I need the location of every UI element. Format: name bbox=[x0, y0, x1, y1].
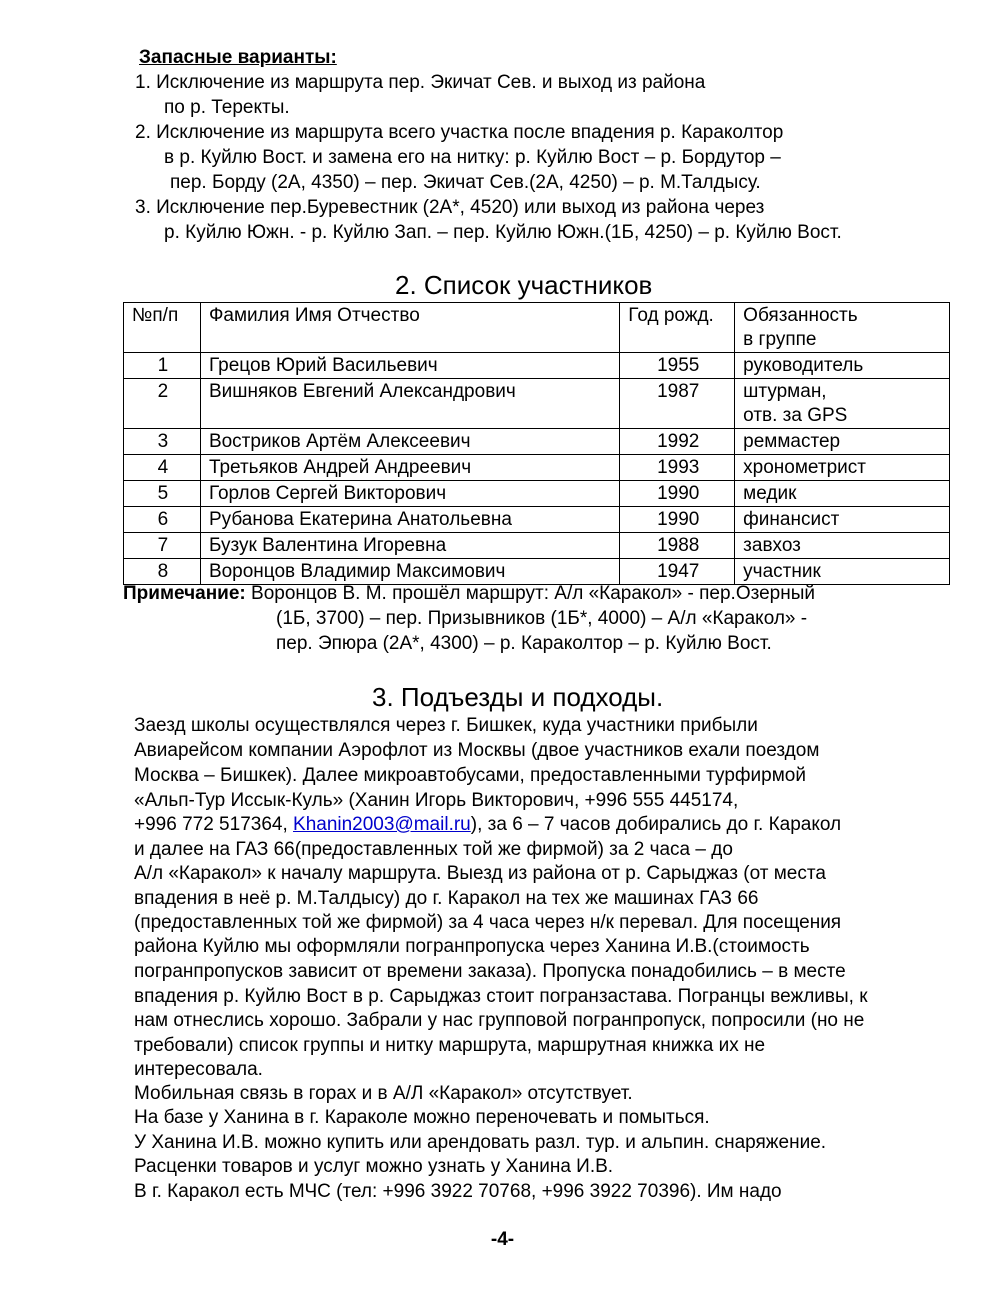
cell-num: 1 bbox=[124, 353, 201, 379]
cell-year: 1993 bbox=[620, 455, 735, 481]
paragraph-line: района Куйлю мы оформляли погранпропуска через Ханина И.В.(стоимость bbox=[134, 936, 810, 957]
note-label: Примечание: bbox=[123, 583, 246, 604]
cell-name: Рубанова Екатерина Анатольевна bbox=[200, 507, 619, 533]
paragraph-line: погранпропусков зависит от времени заказа). Пропуска понадобились – в месте bbox=[134, 961, 846, 982]
table-row bbox=[124, 559, 950, 585]
paragraph-line: Мобильная связь в горах и в А/Л «Каракол» отсутствует. bbox=[134, 1083, 633, 1104]
paragraph-line: и далее на ГАЗ 66(предоставленных той же фирмой) за 2 часа – до bbox=[134, 839, 733, 860]
cell-role-line1: штурман, bbox=[743, 381, 827, 402]
reserve-line: по р. Теректы. bbox=[164, 97, 290, 118]
paragraph-line: В г. Каракол есть МЧС (тел: +996 3922 70768, +996 3922 70396). Им надо bbox=[134, 1181, 782, 1202]
cell-role: завхоз bbox=[735, 533, 950, 559]
paragraph-line: У Ханина И.В. можно купить или арендовать разл. тур. и альпин. снаряжение. bbox=[134, 1132, 827, 1153]
section-title-participants: 2. Список участников bbox=[395, 270, 653, 300]
paragraph-line: На базе у Ханина в г. Караколе можно переночевать и помыться. bbox=[134, 1107, 710, 1128]
cell-role bbox=[735, 379, 950, 429]
participants-table bbox=[123, 302, 950, 585]
cell-name: Воронцов Владимир Максимович bbox=[200, 559, 619, 585]
paragraph-line: Заезд школы осуществлялся через г. Бишкек, куда участники прибыли bbox=[134, 715, 758, 736]
note-line: (1Б, 3700) – пер. Призывников (1Б*, 4000) – А/л «Каракол» - bbox=[276, 608, 808, 629]
cell-name: Бузук Валентина Игоревна bbox=[200, 533, 619, 559]
paragraph-line: (предоставленных той же фирмой) за 4 часа через н/к перевал. Для посещения bbox=[134, 912, 842, 933]
paragraph-line: требовали) список группы и нитку маршрута, маршрутная книжка их не bbox=[134, 1035, 766, 1056]
email-link[interactable]: Khanin2003@mail.ru bbox=[293, 814, 471, 835]
paragraph-line: Расценки товаров и услуг можно узнать у Ханина И.В. bbox=[134, 1156, 614, 1177]
cell-year: 1990 bbox=[620, 481, 735, 507]
cell-num: 5 bbox=[124, 481, 201, 507]
cell-name: Третьяков Андрей Андреевич bbox=[200, 455, 619, 481]
cell-num: 3 bbox=[124, 429, 201, 455]
cell-num: 6 bbox=[124, 507, 201, 533]
section-title-access: 3. Подъезды и подходы. bbox=[372, 682, 664, 712]
cell-role: руководитель bbox=[735, 353, 950, 379]
cell-year: 1988 bbox=[620, 533, 735, 559]
cell-num: 2 bbox=[124, 379, 201, 429]
table-row bbox=[124, 533, 950, 559]
paragraph-line: «Альп-Тур Иссык-Куль» (Ханин Игорь Викторович, +996 555 445174, bbox=[134, 790, 739, 811]
table-row bbox=[124, 429, 950, 455]
reserve-line: пер. Борду (2А, 4350) – пер. Экичат Сев.(2А, 4250) – р. М.Талдысу. bbox=[170, 172, 761, 193]
paragraph-line: нам отнеслись хорошо. Забрали у нас групповой погранпропуск, попросили (но не bbox=[134, 1010, 865, 1031]
cell-name: Вишняков Евгений Александрович bbox=[200, 379, 619, 429]
table-row bbox=[124, 379, 950, 429]
reserve-line: 1. Исключение из маршрута пер. Экичат Сев. и выход из района bbox=[135, 72, 706, 93]
reserve-line: р. Куйлю Южн. - р. Куйлю Зап. – пер. Куйлю Южн.(1Б, 4250) – р. Куйлю Вост. bbox=[164, 222, 842, 243]
paragraph-line: Москва – Бишкек). Далее микроавтобусами, предоставленными турфирмой bbox=[134, 765, 806, 786]
reserve-title: Запасные варианты: bbox=[139, 47, 337, 68]
cell-year: 1955 bbox=[620, 353, 735, 379]
cell-num: 7 bbox=[124, 533, 201, 559]
cell-num: 4 bbox=[124, 455, 201, 481]
cell-year: 1987 bbox=[620, 379, 735, 429]
table-row bbox=[124, 481, 950, 507]
note bbox=[123, 582, 815, 606]
cell-year: 1947 bbox=[620, 559, 735, 585]
paragraph-line: впадения в неё р. М.Талдысу) до г. Каракол на тех же машинах ГАЗ 66 bbox=[134, 888, 759, 909]
header-name: Фамилия Имя Отчество bbox=[200, 303, 619, 353]
table-row bbox=[124, 455, 950, 481]
paragraph-line: А/л «Каракол» к началу маршрута. Выезд из района от р. Сарыджаз (от места bbox=[134, 863, 826, 884]
cell-role: реммастер bbox=[735, 429, 950, 455]
header-role bbox=[735, 303, 950, 353]
paragraph-line-email bbox=[134, 813, 841, 837]
header-year: Год рожд. bbox=[620, 303, 735, 353]
table-row bbox=[124, 507, 950, 533]
reserve-line: 2. Исключение из маршрута всего участка после впадения р. Караколтор bbox=[135, 122, 784, 143]
note-text: Воронцов В. М. прошёл маршрут: А/л «Каракол» - пер.Озерный bbox=[245, 583, 816, 604]
paragraph-line: впадения р. Куйлю Вост в р. Сарыджаз стоит погранзастава. Погранцы вежливы, к bbox=[134, 986, 868, 1007]
header-role-line1: Обязанность bbox=[743, 305, 858, 326]
cell-role-line2: отв. за GPS bbox=[743, 405, 848, 426]
cell-role: финансист bbox=[735, 507, 950, 533]
header-role-line2: в группе bbox=[743, 329, 817, 350]
cell-role: участник bbox=[735, 559, 950, 585]
email-prefix: +996 772 517364, bbox=[134, 814, 294, 835]
cell-name: Горлов Сергей Викторович bbox=[200, 481, 619, 507]
table-row bbox=[124, 353, 950, 379]
cell-role: медик bbox=[735, 481, 950, 507]
reserve-line: в р. Куйлю Вост. и замена его на нитку: р. Куйлю Вост – р. Бордутор – bbox=[164, 147, 781, 168]
cell-name: Грецов Юрий Васильевич bbox=[200, 353, 619, 379]
cell-year: 1992 bbox=[620, 429, 735, 455]
table-header-row bbox=[124, 303, 950, 353]
cell-year: 1990 bbox=[620, 507, 735, 533]
cell-num: 8 bbox=[124, 559, 201, 585]
reserve-line: 3. Исключение пер.Буревестник (2А*, 4520) или выход из района через bbox=[135, 197, 765, 218]
email-suffix: ), за 6 – 7 часов добирались до г. Каракол bbox=[470, 814, 842, 835]
cell-name: Востриков Артём Алексеевич bbox=[200, 429, 619, 455]
page-number: -4- bbox=[490, 1229, 515, 1250]
note-line: пер. Эпюра (2А*, 4300) – р. Караколтор – р. Куйлю Вост. bbox=[276, 633, 772, 654]
cell-role: хронометрист bbox=[735, 455, 950, 481]
header-num: №п/п bbox=[124, 303, 201, 353]
paragraph-line: Авиарейсом компании Аэрофлот из Москвы (двое участников ехали поездом bbox=[134, 740, 820, 761]
paragraph-line: интересовала. bbox=[134, 1059, 263, 1080]
